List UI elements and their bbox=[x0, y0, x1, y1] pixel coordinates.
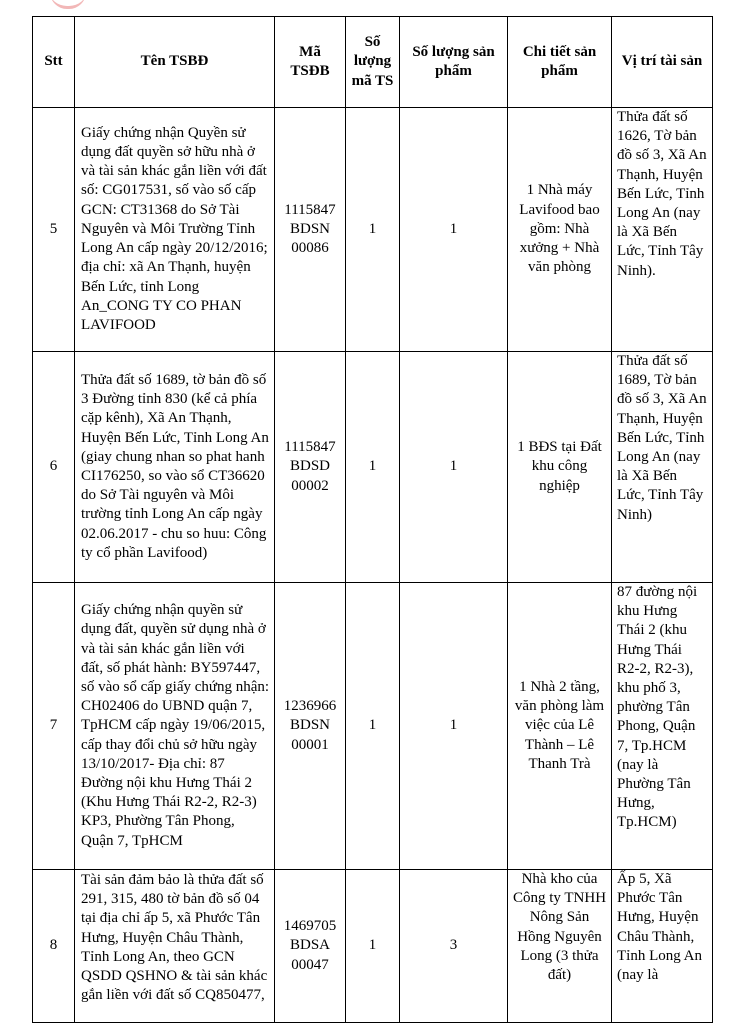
cell-stt: 5 bbox=[33, 108, 75, 352]
header-chi-tiet-san-pham: Chi tiết sản phẩm bbox=[508, 17, 612, 108]
header-ten-tsbd: Tên TSBĐ bbox=[75, 17, 275, 108]
table-header-row bbox=[33, 17, 713, 108]
cell-so-luong-ma-ts: 1 bbox=[346, 352, 400, 583]
cell-vi-tri-tai-san: Ấp 5, Xã Phước Tân Hưng, Huyện Châu Thành, Tỉnh Long An (nay là bbox=[612, 870, 713, 1023]
header-vi-tri-tai-san: Vị trí tài sản bbox=[612, 17, 713, 108]
cell-stt: 7 bbox=[33, 583, 75, 870]
cell-chi-tiet-san-pham: 1 Nhà máy Lavifood bao gồm: Nhà xưởng + Nhà văn phòng bbox=[508, 108, 612, 352]
collateral-table bbox=[32, 16, 713, 1023]
cell-ten-tsbd: Thửa đất số 1689, tờ bản đồ số 3 Đường tỉnh 830 (kể cả phía cặp kênh), Xã An Thạnh, Huyện Bến Lức, Tỉnh Long An (giay chung nhan so phat hanh CI176250, so vào sổ CT36620 do Sở Tài nguyên và Môi trường tỉnh Long An cấp ngày 02.06.2017 - chu so huu: Công ty cổ phần Lavifood) bbox=[75, 352, 275, 583]
header-stt: Stt bbox=[33, 17, 75, 108]
table-row bbox=[33, 108, 713, 352]
cell-ma-tsdb: 1115847 BDSD 00002 bbox=[275, 352, 346, 583]
header-so-luong-ma-ts: Số lượng mã TS bbox=[346, 17, 400, 108]
table-row bbox=[33, 870, 713, 1023]
header-ma-tsdb: Mã TSĐB bbox=[275, 17, 346, 108]
cell-so-luong-ma-ts: 1 bbox=[346, 870, 400, 1023]
page-corner-mark bbox=[50, 0, 86, 9]
cell-ten-tsbd: Giấy chứng nhận quyền sử dụng đất, quyền sử dụng nhà ở và tài sản khác gắn liền với đất, số phát hành: BY597447, số vào sổ cấp giấy chứng nhận: CH02406 do UBND quận 7, TpHCM cấp ngày 19/06/2015, cấp thay đổi chủ sở hữu ngày 13/10/2017- Địa chỉ: 87 Đường nội khu Hưng Thái 2 (Khu Hưng Thái R2-2, R2-3) KP3, Phường Tân Phong, Quận 7, TpHCM bbox=[75, 583, 275, 870]
cell-so-luong-san-pham: 3 bbox=[400, 870, 508, 1023]
cell-vi-tri-tai-san: Thửa đất số 1689, Tờ bản đồ số 3, Xã An Thạnh, Huyện Bến Lức, Tỉnh Long An (nay là Xã Bến Lức, Tỉnh Tây Ninh) bbox=[612, 352, 713, 583]
cell-so-luong-ma-ts: 1 bbox=[346, 108, 400, 352]
cell-ten-tsbd: Tài sản đảm bảo là thửa đất số 291, 315, 480 tờ bản đồ số 04 tại địa chỉ ấp 5, xã Phước Tân Hưng, Huyện Châu Thành, Tỉnh Long An, theo GCN QSDD QSHNO & tài sản khác gắn liền với đất số CQ850477, bbox=[75, 870, 275, 1023]
header-so-luong-san-pham: Số lượng sản phẩm bbox=[400, 17, 508, 108]
cell-chi-tiet-san-pham: 1 BĐS tại Đất khu công nghiệp bbox=[508, 352, 612, 583]
cell-ten-tsbd: Giấy chứng nhận Quyền sử dụng đất quyền sở hữu nhà ở và tài sản khác gắn liền với đất số: CG017531, số vào số cấp GCN: CT31368 do Sở Tài Nguyên và Môi Trường Tỉnh Long An cấp ngày 20/12/2016; địa chỉ: xã An Thạnh, huyện Bến Lức, tỉnh Long An_CONG TY CO PHAN LAVIFOOD bbox=[75, 108, 275, 352]
table-row bbox=[33, 583, 713, 870]
table-row bbox=[33, 352, 713, 583]
cell-so-luong-san-pham: 1 bbox=[400, 108, 508, 352]
cell-ma-tsdb: 1236966 BDSN 00001 bbox=[275, 583, 346, 870]
cell-vi-tri-tai-san: 87 đường nội khu Hưng Thái 2 (khu Hưng Thái R2-2, R2-3), khu phố 3, phường Tân Phong, Quận 7, Tp.HCM (nay là Phường Tân Hưng, Tp.HCM) bbox=[612, 583, 713, 870]
cell-vi-tri-tai-san: Thửa đất số 1626, Tờ bản đồ số 3, Xã An Thạnh, Huyện Bến Lức, Tỉnh Long An (nay là Xã Bến Lức, Tỉnh Tây Ninh). bbox=[612, 108, 713, 352]
cell-stt: 6 bbox=[33, 352, 75, 583]
cell-ma-tsdb: 1115847 BDSN 00086 bbox=[275, 108, 346, 352]
cell-so-luong-san-pham: 1 bbox=[400, 583, 508, 870]
cell-stt: 8 bbox=[33, 870, 75, 1023]
cell-so-luong-san-pham: 1 bbox=[400, 352, 508, 583]
cell-chi-tiet-san-pham: 1 Nhà 2 tầng, văn phòng làm việc của Lê Thành – Lê Thanh Trà bbox=[508, 583, 612, 870]
cell-so-luong-ma-ts: 1 bbox=[346, 583, 400, 870]
cell-ma-tsdb: 1469705 BDSA 00047 bbox=[275, 870, 346, 1023]
cell-chi-tiet-san-pham: Nhà kho của Công ty TNHH Nông Sản Hồng Nguyên Long (3 thửa đất) bbox=[508, 870, 612, 1023]
